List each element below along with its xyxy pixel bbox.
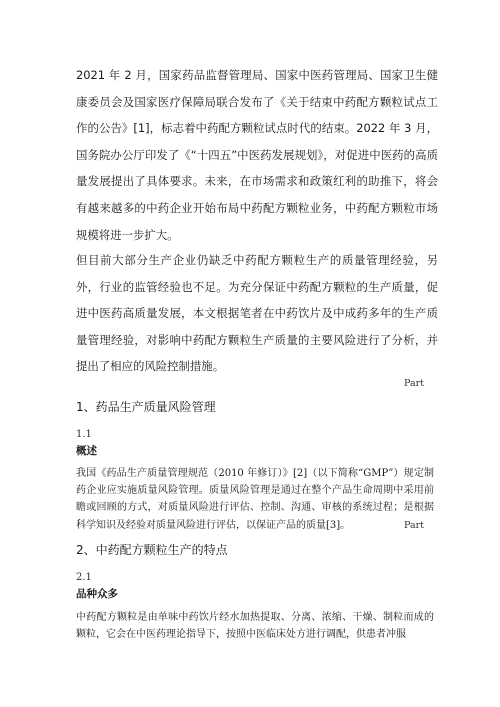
section-1-heading: 1、药品生产质量风险管理 bbox=[76, 400, 216, 414]
section-2-1-title: 品种众多 bbox=[76, 588, 118, 600]
part-label: Part bbox=[404, 520, 424, 531]
section-2-heading: 2、中药配方颗粒生产的特点 bbox=[76, 543, 228, 557]
part-label: Part bbox=[404, 378, 424, 389]
section-2-1-number: 2.1 bbox=[76, 572, 92, 583]
section-1-1-body: 我国《药品生产质量管理规范（2010 年修订）》[2]（以下简称“GMP”）规定制药企业应实施质量风险管理。质量风险管理是通过在整个产品生命周期中采用前瞻或回顾的方式，对质量风险进行评估、控制、沟通、审核的系统过程；是根据科学知识及经验对质量风险进行评估，以保证产品的质量[3]。 bbox=[76, 468, 434, 531]
intro-paragraph-2: 但目前大部分生产企业仍缺乏中药配方颗粒生产的质量管理经验，另外，行业的监管经验也不足。为充分保证中药配方颗粒的生产质量，促进中医药高质量发展，本文根据笔者在中药饮片及中成药多年的生产质量管理经验，对影响中药配方颗粒生产质量的主要风险进行了分析，并提出了相应的风险控制措施。 bbox=[76, 253, 438, 374]
section-2-1-body: 中药配方颗粒是由单味中药饮片经水加热提取、分离、浓缩、干燥、制粒而成的颗粒，它会在中医药理论指导下，按照中医临床处方进行调配，供患者冲服 bbox=[76, 612, 434, 641]
section-1-1-number: 1.1 bbox=[76, 429, 92, 440]
intro-paragraph-1: 2021 年 2 月，国家药品监督管理局、国家中医药管理局、国家卫生健康委员会及国家医疗保障局联合发布了《关于结束中药配方颗粒试点工作的公告》[1]，标志着中药配方颗粒试点时代的结束。2022 年 3 月，国务院办公厅印发了《“十四五”中医药发展规划》，对促进中医药的高质量发展提出了具体要求。未来，在市场需求和政策红利的助推下，将会有越来越多的中药企业开始布局中药配方颗粒业务，中药配方颗粒市场规模将进一步扩大。 bbox=[76, 68, 438, 242]
section-1-1-title: 概述 bbox=[76, 445, 97, 457]
